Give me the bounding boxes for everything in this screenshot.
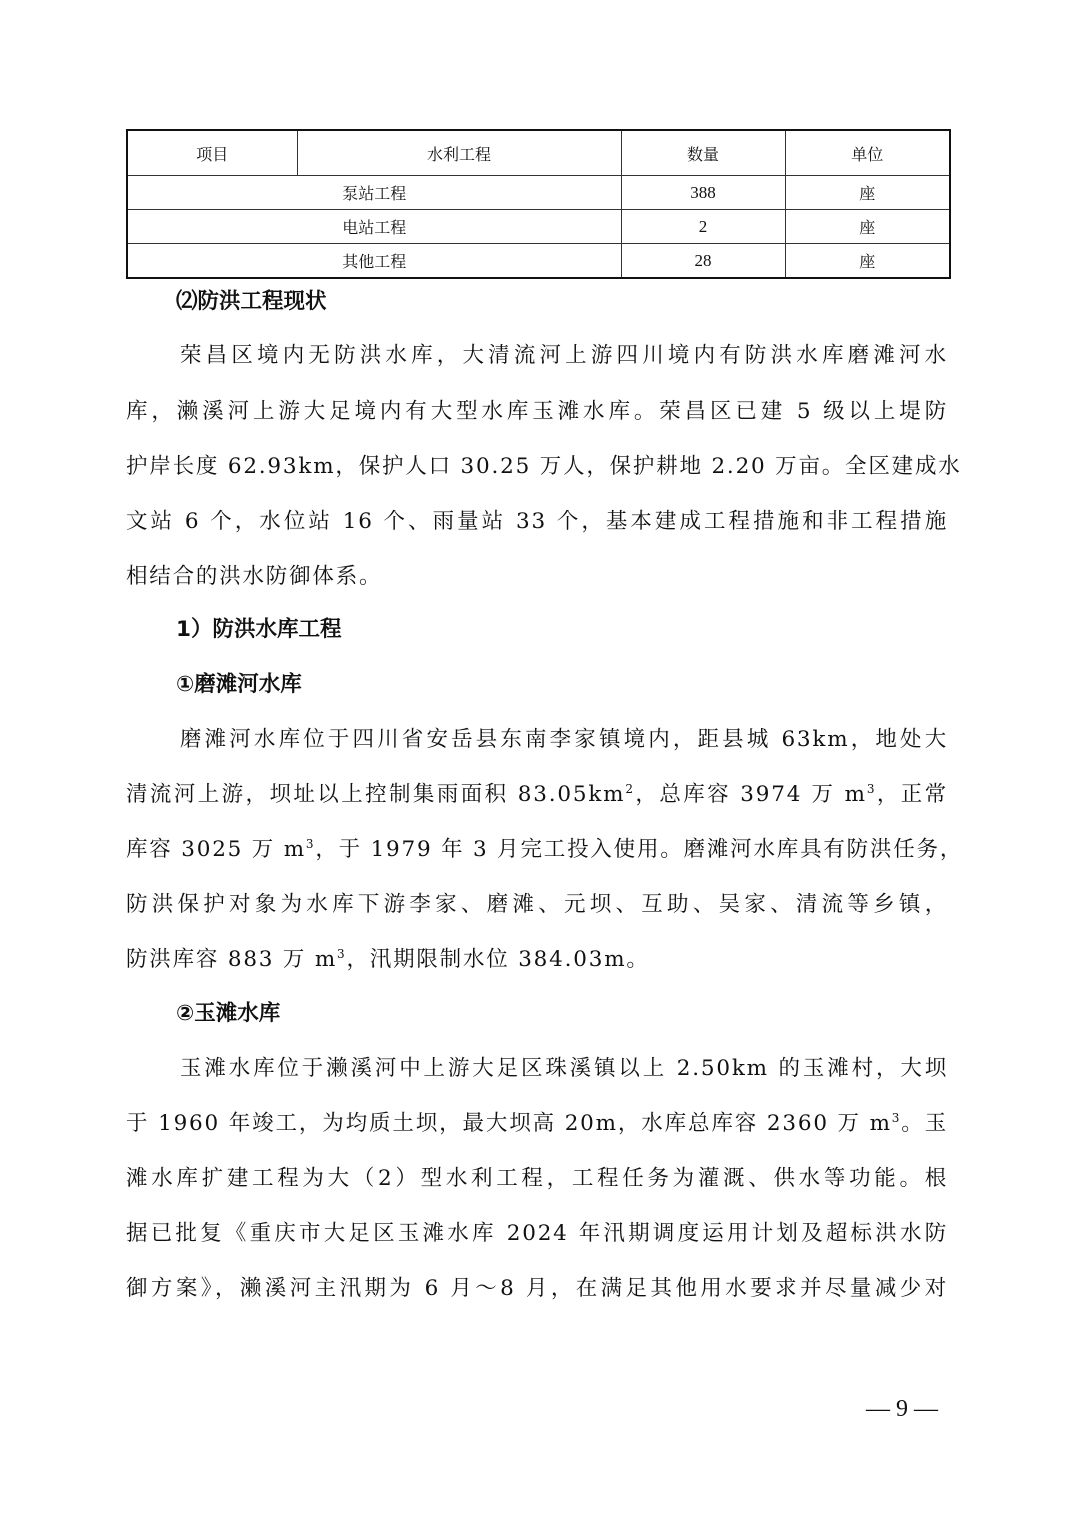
row-unit: 座 bbox=[785, 244, 950, 279]
text-segment: ，正常 bbox=[876, 782, 948, 807]
paragraph-line bbox=[126, 1106, 948, 1137]
text-segment: 防洪库容 883 万 m bbox=[126, 947, 338, 972]
row-count: 28 bbox=[621, 244, 785, 279]
heading-motan-reservoir: ①磨滩河水库 bbox=[176, 672, 302, 697]
table-row bbox=[127, 244, 950, 279]
superscript: 3 bbox=[305, 837, 316, 851]
row-unit: 座 bbox=[785, 176, 950, 210]
superscript: 3 bbox=[891, 1111, 902, 1125]
paragraph-line: 磨滩河水库位于四川省安岳县东南李家镇境内，距县城 63km，地处大 bbox=[180, 727, 948, 752]
water-project-table bbox=[126, 129, 951, 279]
row-name: 泵站工程 bbox=[127, 176, 621, 210]
paragraph-line: 据已批复《重庆市大足区玉滩水库 2024 年汛期调度运用计划及超标洪水防 bbox=[126, 1221, 948, 1246]
text-segment: ，于 1979 年 3 月完工投入使用。磨滩河水库具有防洪任务， bbox=[315, 837, 964, 862]
paragraph-line bbox=[126, 777, 948, 808]
superscript: 3 bbox=[866, 782, 877, 796]
table-header-row bbox=[127, 130, 950, 176]
text-segment: 库容 3025 万 m bbox=[126, 837, 306, 862]
paragraph-line: 玉滩水库位于濑溪河中上游大足区珠溪镇以上 2.50km 的玉滩村，大坝 bbox=[180, 1056, 948, 1081]
paragraph-line: 库，濑溪河上游大足境内有大型水库玉滩水库。荣昌区已建 5 级以上堤防 bbox=[126, 399, 948, 424]
section-heading-flood-status: ⑵防洪工程现状 bbox=[176, 289, 327, 314]
header-unit: 单位 bbox=[785, 130, 950, 176]
subsection-heading-reservoir: 1）防洪水库工程 bbox=[176, 617, 342, 642]
row-unit: 座 bbox=[785, 210, 950, 244]
paragraph-line: 御方案》，濑溪河主汛期为 6 月～8 月，在满足其他用水要求并尽量减少对 bbox=[126, 1276, 948, 1301]
row-count: 388 bbox=[621, 176, 785, 210]
superscript: 2 bbox=[625, 782, 635, 796]
paragraph-line: 防洪保护对象为水库下游李家、磨滩、元坝、互助、吴家、清流等乡镇， bbox=[126, 892, 948, 917]
paragraph-line: 滩水库扩建工程为大（2）型水利工程，工程任务为灌溉、供水等功能。根 bbox=[126, 1166, 948, 1191]
superscript: 3 bbox=[337, 947, 347, 961]
page-number: — 9 — bbox=[866, 1396, 938, 1422]
paragraph-line bbox=[126, 942, 948, 973]
paragraph-line: 文站 6 个，水位站 16 个、雨量站 33 个，基本建成工程措施和非工程措施 bbox=[126, 509, 948, 534]
table-row bbox=[127, 210, 950, 244]
paragraph-line: 护岸长度 62.93km，保护人口 30.25 万人，保护耕地 2.20 万亩。全区建成水 bbox=[126, 454, 962, 479]
heading-yutan-reservoir: ②玉滩水库 bbox=[176, 1001, 281, 1026]
table-row bbox=[127, 176, 950, 210]
paragraph-line: 荣昌区境内无防洪水库，大清流河上游四川境内有防洪水库磨滩河水 bbox=[180, 343, 948, 368]
text-segment: 于 1960 年竣工，为均质土坝，最大坝高 20m，水库总库容 2360 万 m bbox=[126, 1111, 892, 1136]
text-segment: ，汛期限制水位 384.03m。 bbox=[346, 947, 650, 972]
row-count: 2 bbox=[621, 210, 785, 244]
text-segment: 清流河上游，坝址以上控制集雨面积 83.05km bbox=[126, 782, 626, 807]
text-segment: ，总库容 3974 万 m bbox=[634, 782, 867, 807]
row-name: 其他工程 bbox=[127, 244, 621, 279]
header-count: 数量 bbox=[621, 130, 785, 176]
header-item: 项目 bbox=[127, 130, 297, 176]
header-project: 水利工程 bbox=[297, 130, 621, 176]
paragraph-line bbox=[126, 832, 964, 863]
paragraph-line: 相结合的洪水防御体系。 bbox=[126, 564, 383, 589]
row-name: 电站工程 bbox=[127, 210, 621, 244]
text-segment: 。玉 bbox=[901, 1111, 948, 1136]
